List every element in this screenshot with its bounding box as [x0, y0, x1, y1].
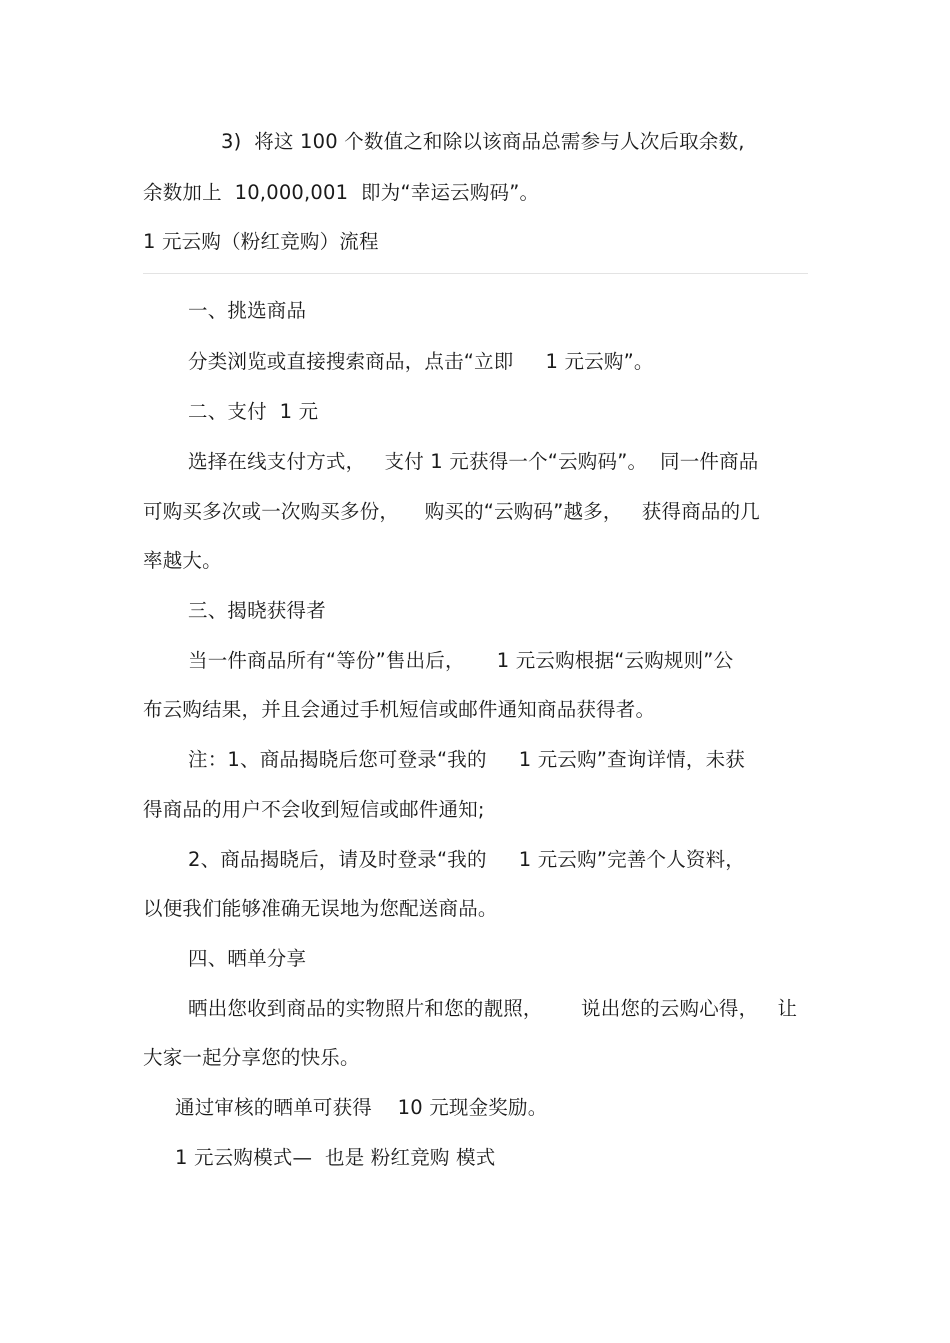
note-line: 注：1、商品揭晓后您可登录“我的 1 元云购”查询详情，未获 [188, 748, 746, 771]
section-title: 1 元云购（粉红竞购）流程 [143, 230, 379, 253]
note-line: 得商品的用户不会收到短信或邮件通知; [143, 798, 485, 821]
section-divider [143, 273, 808, 274]
step-heading: 一、挑选商品 [188, 299, 307, 322]
paragraph-line: 可购买多次或一次购买多份， 购买的“云购码”越多， 获得商品的几 [143, 500, 760, 523]
paragraph-line: 布云购结果，并且会通过手机短信或邮件通知商品获得者。 [143, 698, 656, 721]
paragraph-line: 当一件商品所有“等份”售出后， 1 元云购根据“云购规则”公 [188, 649, 734, 672]
note-line: 以便我们能够准确无误地为您配送商品。 [143, 897, 498, 920]
paragraph-line: 余数加上 10,000,001 即为“幸运云购码”。 [143, 181, 540, 204]
step-heading: 二、支付 1 元 [188, 400, 319, 423]
section-title: 1 元云购模式— 也是 粉红竞购 模式 [175, 1146, 496, 1169]
paragraph-line: 3) 将这 100 个数值之和除以该商品总需参与人次后取余数, [221, 130, 745, 153]
paragraph-line: 大家一起分享您的快乐。 [143, 1046, 360, 1069]
paragraph-line: 晒出您收到商品的实物照片和您的靓照， 说出您的云购心得， 让 [188, 997, 798, 1020]
note-line: 2、商品揭晓后，请及时登录“我的 1 元云购”完善个人资料， [188, 848, 746, 871]
step-heading: 三、揭晓获得者 [188, 599, 326, 622]
step-heading: 四、晒单分享 [188, 947, 307, 970]
paragraph-line: 通过审核的晒单可获得 10 元现金奖励。 [175, 1096, 548, 1119]
paragraph-line: 选择在线支付方式， 支付 1 元获得一个“云购码”。 同一件商品 [188, 450, 759, 473]
paragraph-line: 率越大。 [143, 549, 222, 572]
paragraph-line: 分类浏览或直接搜索商品，点击“立即 1 元云购”。 [188, 350, 654, 373]
